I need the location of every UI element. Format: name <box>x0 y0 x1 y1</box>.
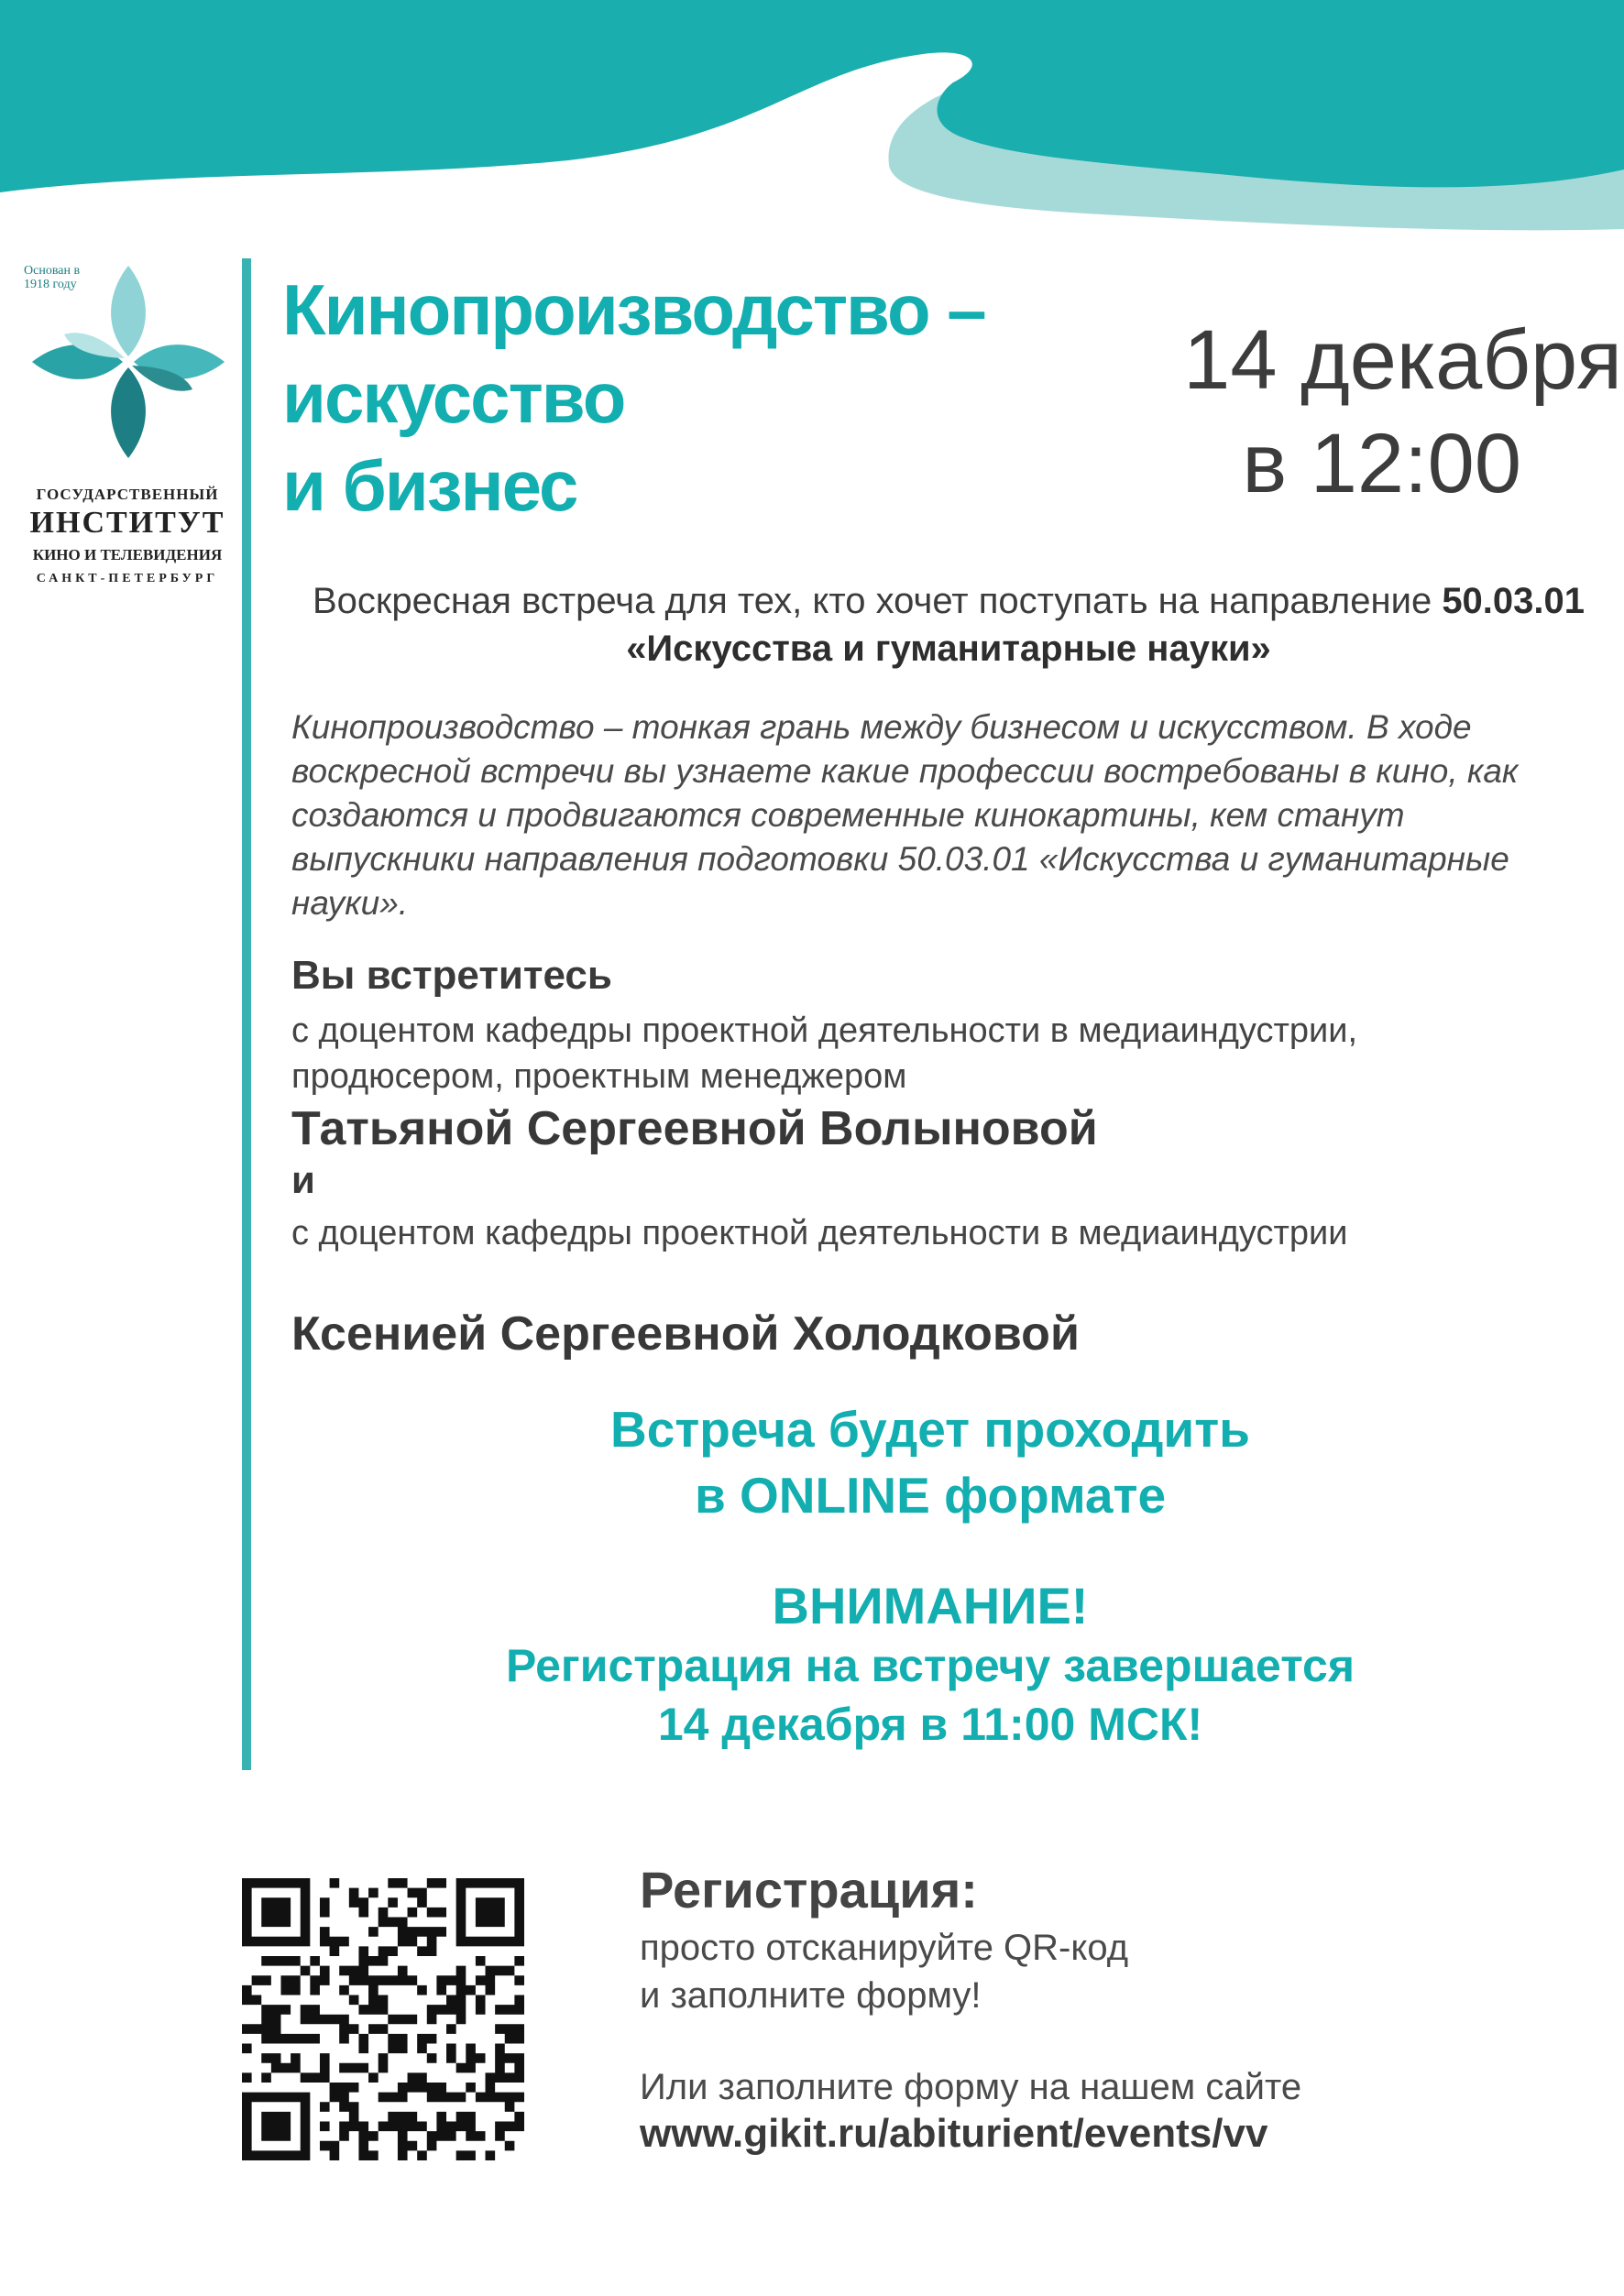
attention-heading: ВНИМАНИЕ! <box>772 1577 1089 1635</box>
speakers-heading: Вы встретитесь <box>291 953 612 998</box>
speaker1-name: Татьяной Сергеевной Волыновой <box>291 1102 1098 1155</box>
qr-finder-pattern <box>242 1878 310 1946</box>
event-description: Кинопроизводство – тонкая грань между бизнесом и искусством. В ходе воскресной встречи вы узнаете какие профессии востребованы в кино, как создаются и продвигаются современные кинокартины, кем станут выпускники направления подготовки 50.03.01 «Искусства и гуманитарные науки». <box>291 708 1519 922</box>
logo-line-state: ГОСУДАРСТВЕННЫЙ <box>36 486 219 503</box>
registration-instructions <box>640 1924 1465 2019</box>
speakers-conjunction: и <box>291 1158 315 1201</box>
speaker2-role: с доцентом кафедры проектной деятельности в медиаиндустрии <box>291 1214 1348 1252</box>
registration-alt-text: Или заполните форму на нашем сайте <box>640 2067 1302 2107</box>
qr-code-icon[interactable] <box>242 1878 524 2160</box>
attention-text <box>385 1636 1476 1754</box>
qr-finder-pattern <box>242 2093 310 2160</box>
intro-program: 50.03.01 «Искусства и гуманитарные науки» <box>626 581 1586 669</box>
wave-dark-shape <box>0 0 1624 192</box>
format-line-2: в ONLINE формате <box>694 1467 1167 1524</box>
title-line-3: и бизнес <box>282 445 577 526</box>
event-date: 14 декабря <box>1183 313 1622 407</box>
attention-line-1: Регистрация на встречу завершается <box>505 1640 1355 1691</box>
registration-line-2: и заполните форму! <box>640 1975 982 2016</box>
logo-founded-text: Основан в 1918 году <box>24 264 81 291</box>
title-line-1: Кинопроизводство – <box>282 269 985 350</box>
format-line-1: Встреча будет проходить <box>610 1401 1250 1458</box>
logo-line-cinema-tv: КИНО И ТЕЛЕВИДЕНИЯ <box>32 546 223 563</box>
header-wave-decoration <box>0 0 1624 238</box>
title-line-2: искусство <box>282 357 625 438</box>
logo-line-city: САНКТ-ПЕТЕРБУРГ <box>36 572 219 585</box>
page-title <box>282 266 1070 530</box>
attention-line-2: 14 декабря в 11:00 МСК! <box>657 1699 1203 1750</box>
intro-lead: Воскресная встреча для тех, кто хочет поступать на направление <box>312 581 1443 621</box>
vertical-accent-line <box>242 258 251 1770</box>
speaker1-role: с доцентом кафедры проектной деятельности в медиаиндустрии, продюсером, проектным менеджером <box>291 1011 1358 1096</box>
qr-finder-pattern <box>456 1878 524 1946</box>
registration-heading: Регистрация: <box>640 1861 978 1919</box>
format-notice <box>385 1396 1476 1528</box>
registration-url-link[interactable]: www.gikit.ru/abiturient/events/vv <box>640 2111 1268 2156</box>
speaker2-name: Ксенией Сергеевной Холодковой <box>291 1307 1080 1361</box>
registration-line-1: просто отсканируйте QR-код <box>640 1928 1129 1968</box>
intro-text <box>275 577 1622 672</box>
logo-line-institute: ИНСТИТУТ <box>29 506 225 540</box>
event-time: в 12:00 <box>1242 417 1521 510</box>
logo-star-icon <box>18 257 229 467</box>
